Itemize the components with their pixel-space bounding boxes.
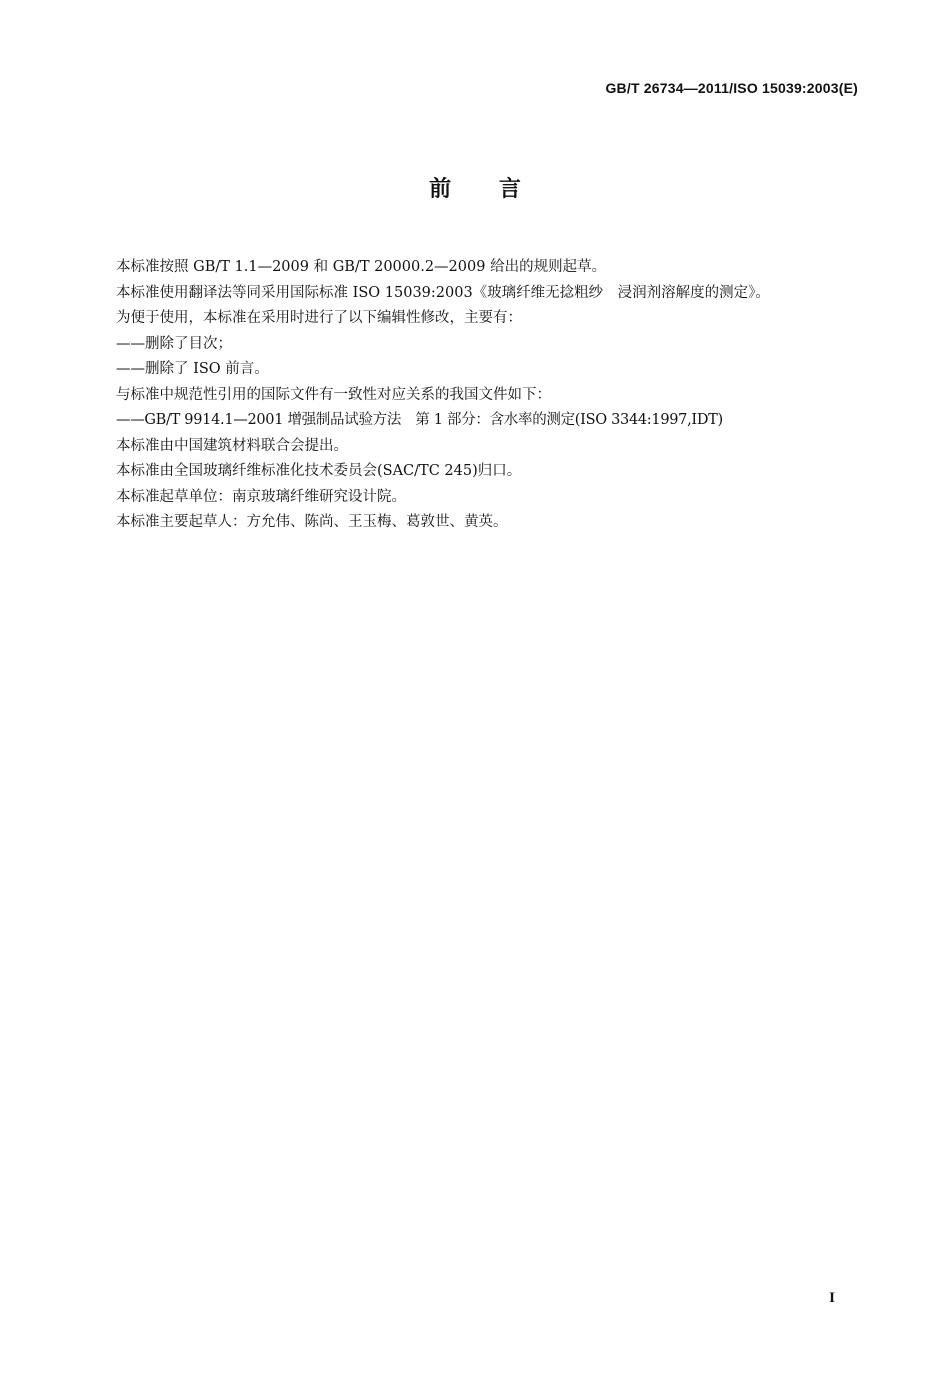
paragraph-editorial-changes: 为便于使用，本标准在采用时进行了以下编辑性修改，主要有： xyxy=(116,310,522,326)
paragraph-adoption: 本标准使用翻译法等同采用国际标准 ISO 15039:2003《玻璃纤维无捻粗纱 浸润剂溶解度的测定》。 xyxy=(116,284,770,301)
paragraph-proposed-by: 本标准由中国建筑材料联合会提出。 xyxy=(116,437,348,454)
paragraph-under-jurisdiction: 本标准由全国玻璃纤维标准化技术委员会(SAC/TC 245)归口。 xyxy=(116,463,522,479)
paragraph-corresponding-documents: 与标准中规范性引用的国际文件有一致性对应关系的我国文件如下： xyxy=(116,386,551,403)
list-item-deleted-iso-foreword: ——删除了 ISO 前言。 xyxy=(116,361,269,377)
page-number: I xyxy=(829,1290,835,1306)
paragraph-drafting-unit: 本标准起草单位：南京玻璃纤维研究设计院。 xyxy=(116,488,406,505)
list-item-gbt-9914: ——GB/T 9914.1—2001 增强制品试验方法 第 1 部分：含水率的测定(ISO 3344:1997,IDT) xyxy=(116,412,723,428)
paragraph-drafters: 本标准主要起草人：方允伟、陈尚、王玉梅、葛敦世、黄英。 xyxy=(116,514,508,530)
page-title: 前 言 xyxy=(429,177,521,202)
standard-code-header: GB/T 26734—2011/ISO 15039:2003(E) xyxy=(605,80,858,96)
list-item-deleted-toc: ——删除了目次； xyxy=(116,335,232,352)
document-body xyxy=(81,255,861,536)
paragraph-drafting-rules: 本标准按照 GB/T 1.1—2009 和 GB/T 20000.2—2009 给出的规则起草。 xyxy=(116,259,607,275)
